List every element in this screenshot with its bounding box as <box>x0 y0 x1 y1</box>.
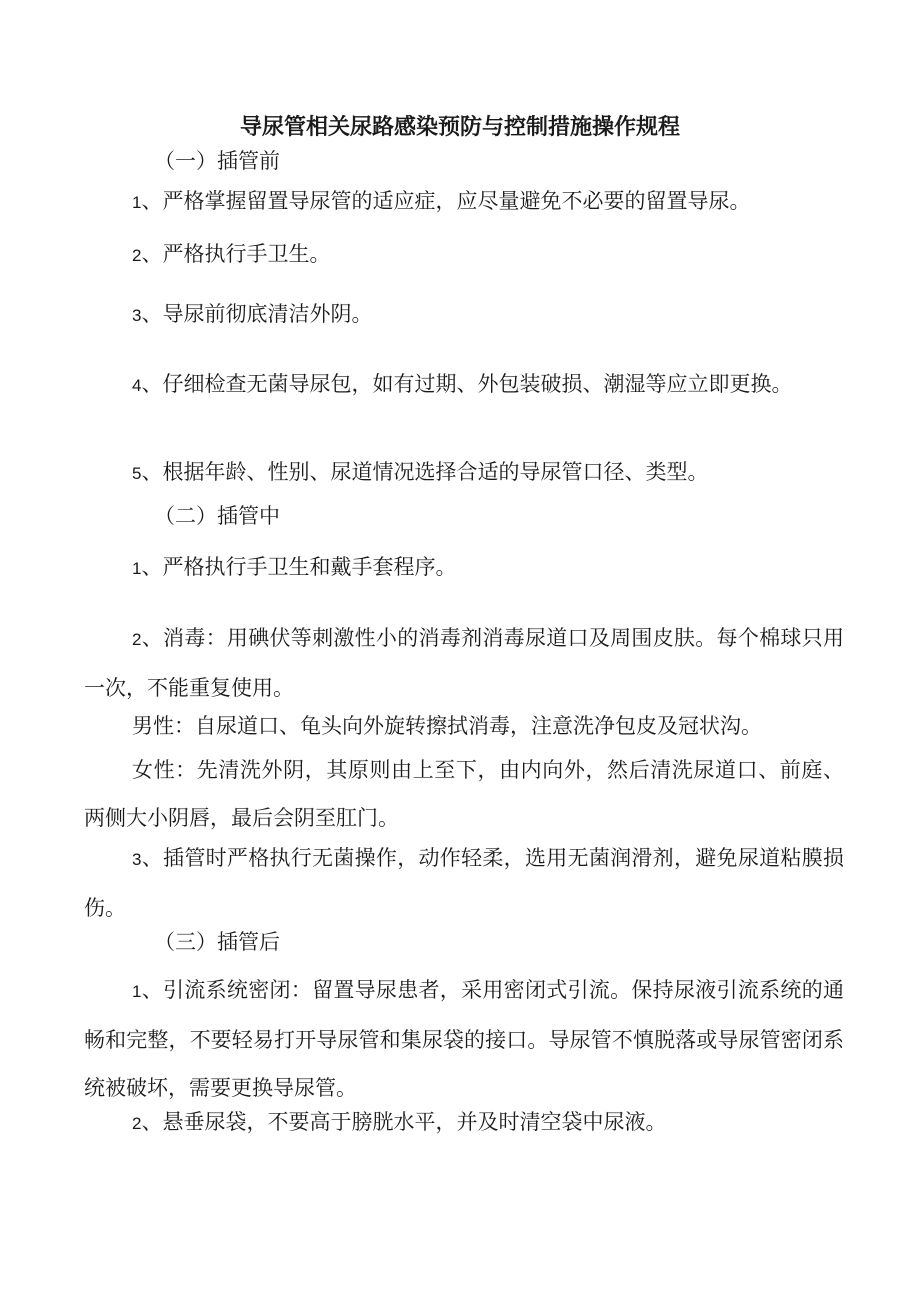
item-number: 4 <box>132 376 142 395</box>
paragraph <box>84 448 844 498</box>
item-number: 1 <box>132 193 142 212</box>
item-text: 、导尿前彻底清洁外阴。 <box>141 302 373 326</box>
paragraph-male: 男性：自尿道口、龟头向外旋转擦拭消毒，注意洗净包皮及冠状沟。 <box>132 714 762 738</box>
item-text: 、仔细检查无菌导尿包，如有过期、外包装破损、潮湿等应立即更换。 <box>141 372 793 396</box>
item-number: 2 <box>132 1114 142 1133</box>
section-heading-during-insertion: （二）插管中 <box>154 504 280 528</box>
item-text: 、引流系统密闭：留置导尿患者，采用密闭式引流。保持尿液引流系统的通畅和完整，不要轻易打开导尿管和集尿袋的接口。导尿管不慎脱落或导尿管密闭系统被破坏，需要更换导尿管。 <box>84 978 844 1100</box>
section-heading-before-insertion: （一）插管前 <box>154 149 280 173</box>
item-text: 、严格执行手卫生和戴手套程序。 <box>141 555 457 579</box>
paragraph <box>84 177 844 227</box>
item-text: 、严格掌握留置导尿管的适应症，应尽量避免不必要的留置导尿。 <box>141 189 751 213</box>
document-title: 导尿管相关尿路感染预防与控制措施操作规程 <box>239 115 680 140</box>
item-number: 1 <box>132 982 142 1001</box>
paragraph <box>84 230 844 280</box>
paragraph <box>84 966 844 1112</box>
section-heading-after-insertion: （三）插管后 <box>154 930 280 954</box>
item-number: 2 <box>132 630 142 649</box>
item-number: 5 <box>132 464 142 483</box>
paragraph <box>84 1098 844 1148</box>
item-number: 3 <box>132 850 142 869</box>
item-text: 、悬垂尿袋，不要高于膀胱水平，并及时清空袋中尿液。 <box>141 1110 667 1134</box>
item-number: 1 <box>132 559 142 578</box>
paragraph-female: 女性：先清洗外阴，其原则由上至下，由内向外，然后清洗尿道口、前庭、两侧大小阴唇，最后会阴至肛门。 <box>84 758 844 830</box>
item-text: 、插管时严格执行无菌操作，动作轻柔，选用无菌润滑剂，避免尿道粘膜损伤。 <box>84 846 844 920</box>
item-number: 2 <box>132 246 142 265</box>
paragraph <box>84 290 844 340</box>
paragraph <box>84 360 844 410</box>
item-text: 、严格执行手卫生。 <box>141 242 331 266</box>
item-number: 3 <box>132 306 142 325</box>
item-text: 、消毒：用碘伏等刺激性小的消毒剂消毒尿道口及周围皮肤。每个棉球只用一次，不能重复使用。 <box>84 626 844 700</box>
paragraph <box>84 543 844 593</box>
item-text: 、根据年龄、性别、尿道情况选择合适的导尿管口径、类型。 <box>141 460 709 484</box>
paragraph <box>84 614 844 712</box>
